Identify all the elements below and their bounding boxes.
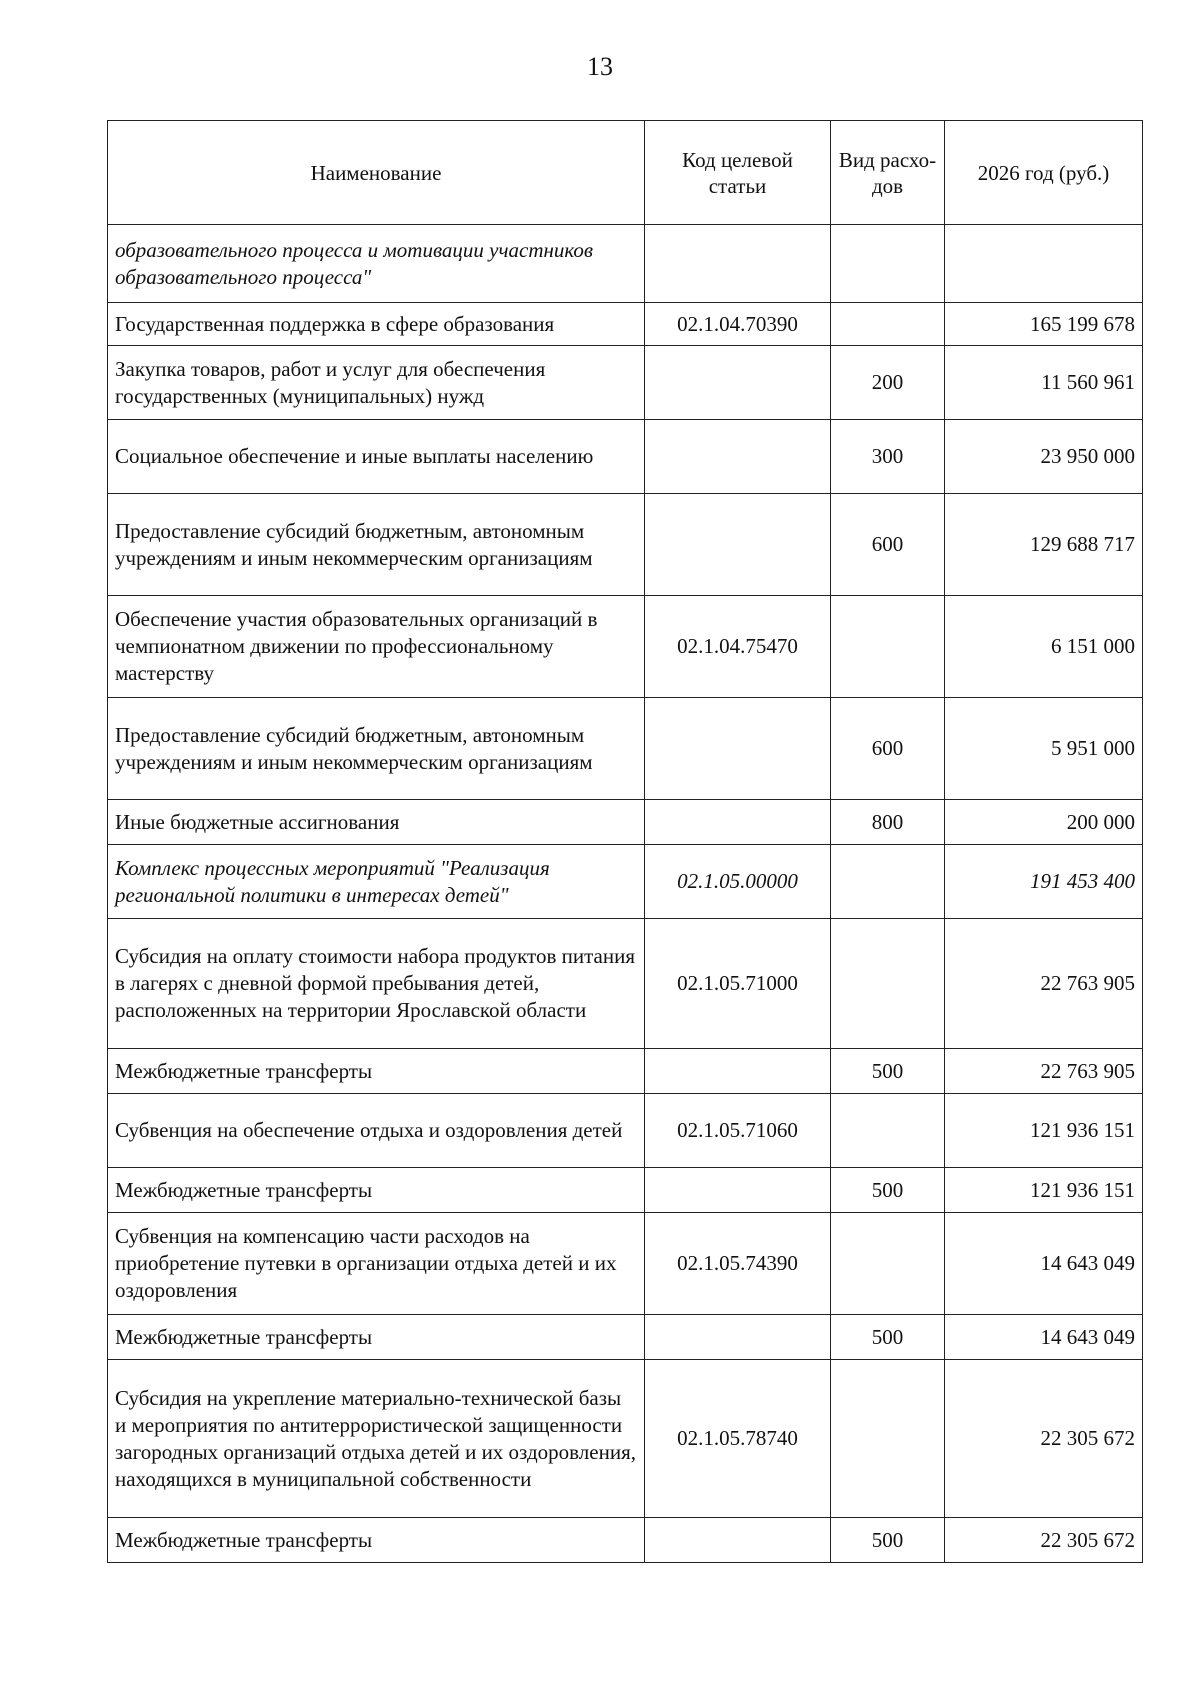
row-code: 02.1.05.74390	[645, 1213, 831, 1315]
header-name: Наименование	[108, 121, 645, 225]
row-code	[645, 346, 831, 420]
row-kind: 500	[831, 1518, 945, 1563]
row-amount: 22 305 672	[945, 1360, 1143, 1518]
row-kind: 200	[831, 346, 945, 420]
table-row	[108, 494, 1143, 596]
row-name: Обеспечение участия образовательных организаций в чемпионатном движении по профессиональному мастерству	[108, 596, 645, 698]
row-name: Субвенция на компенсацию части расходов на приобретение путевки в организации отдыха детей и их оздоровления	[108, 1213, 645, 1315]
table-header-row	[108, 121, 1143, 225]
row-kind	[831, 1213, 945, 1315]
row-code	[645, 225, 831, 303]
table-row	[108, 303, 1143, 346]
table-row	[108, 1360, 1143, 1518]
table-row	[108, 225, 1143, 303]
row-amount: 22 763 905	[945, 919, 1143, 1049]
table-row	[108, 800, 1143, 845]
table-row	[108, 1518, 1143, 1563]
row-amount: 5 951 000	[945, 698, 1143, 800]
page-number: 13	[587, 52, 613, 81]
row-kind: 500	[831, 1049, 945, 1094]
table-body	[108, 225, 1143, 1563]
row-kind: 800	[831, 800, 945, 845]
row-kind: 500	[831, 1168, 945, 1213]
row-amount: 22 763 905	[945, 1049, 1143, 1094]
table-row	[108, 1168, 1143, 1213]
row-name: Субсидия на укрепление материально-технической базы и мероприятия по антитеррористической защищенности загородных организаций отдыха детей и их оздоровления, находящихся в муниципальной собственности	[108, 1360, 645, 1518]
header-amount: 2026 год (руб.)	[945, 121, 1143, 225]
row-amount: 129 688 717	[945, 494, 1143, 596]
row-amount: 6 151 000	[945, 596, 1143, 698]
row-code	[645, 1168, 831, 1213]
row-name: Комплекс процессных мероприятий "Реализация региональной политики в интересах детей"	[108, 845, 645, 919]
row-amount: 121 936 151	[945, 1168, 1143, 1213]
row-amount	[945, 225, 1143, 303]
header-code: Код целевой статьи	[645, 121, 831, 225]
row-code: 02.1.05.00000	[645, 845, 831, 919]
table-row	[108, 1049, 1143, 1094]
row-code	[645, 1518, 831, 1563]
row-name: Предоставление субсидий бюджетным, автономным учреждениям и иным некоммерческим организациям	[108, 494, 645, 596]
row-code	[645, 698, 831, 800]
row-name: Субвенция на обеспечение отдыха и оздоровления детей	[108, 1094, 645, 1168]
table-row	[108, 845, 1143, 919]
row-amount: 14 643 049	[945, 1213, 1143, 1315]
table-row	[108, 1315, 1143, 1360]
table-row	[108, 420, 1143, 494]
row-kind	[831, 919, 945, 1049]
row-amount: 23 950 000	[945, 420, 1143, 494]
row-amount: 14 643 049	[945, 1315, 1143, 1360]
row-code: 02.1.04.70390	[645, 303, 831, 346]
table-row	[108, 346, 1143, 420]
table-row	[108, 596, 1143, 698]
row-name: Государственная поддержка в сфере образования	[108, 303, 645, 346]
row-code	[645, 494, 831, 596]
table-row	[108, 919, 1143, 1049]
budget-table	[107, 120, 1143, 1563]
row-kind: 300	[831, 420, 945, 494]
row-amount: 200 000	[945, 800, 1143, 845]
row-code	[645, 420, 831, 494]
header-kind: Вид расхо-дов	[831, 121, 945, 225]
row-code: 02.1.05.71060	[645, 1094, 831, 1168]
row-kind	[831, 225, 945, 303]
row-amount: 191 453 400	[945, 845, 1143, 919]
row-amount: 11 560 961	[945, 346, 1143, 420]
row-kind: 600	[831, 698, 945, 800]
table-row	[108, 698, 1143, 800]
row-kind	[831, 303, 945, 346]
row-code	[645, 800, 831, 845]
row-name: Межбюджетные трансферты	[108, 1315, 645, 1360]
row-name: Межбюджетные трансферты	[108, 1518, 645, 1563]
row-name: Предоставление субсидий бюджетным, автономным учреждениям и иным некоммерческим организациям	[108, 698, 645, 800]
table-row	[108, 1213, 1143, 1315]
row-kind: 600	[831, 494, 945, 596]
row-name: Иные бюджетные ассигнования	[108, 800, 645, 845]
row-name: Межбюджетные трансферты	[108, 1049, 645, 1094]
table-row	[108, 1094, 1143, 1168]
row-name: Субсидия на оплату стоимости набора продуктов питания в лагерях с дневной формой пребывания детей, расположенных на территории Ярославской области	[108, 919, 645, 1049]
row-kind	[831, 1094, 945, 1168]
row-name: Закупка товаров, работ и услуг для обеспечения государственных (муниципальных) нужд	[108, 346, 645, 420]
row-kind	[831, 596, 945, 698]
row-kind	[831, 845, 945, 919]
row-amount: 22 305 672	[945, 1518, 1143, 1563]
row-code: 02.1.05.71000	[645, 919, 831, 1049]
row-name: Социальное обеспечение и иные выплаты населению	[108, 420, 645, 494]
row-kind	[831, 1360, 945, 1518]
row-code	[645, 1049, 831, 1094]
row-code: 02.1.04.75470	[645, 596, 831, 698]
row-amount: 165 199 678	[945, 303, 1143, 346]
row-amount: 121 936 151	[945, 1094, 1143, 1168]
row-name: Межбюджетные трансферты	[108, 1168, 645, 1213]
row-kind: 500	[831, 1315, 945, 1360]
row-name: образовательного процесса и мотивации участников образовательного процесса"	[108, 225, 645, 303]
row-code	[645, 1315, 831, 1360]
row-code: 02.1.05.78740	[645, 1360, 831, 1518]
